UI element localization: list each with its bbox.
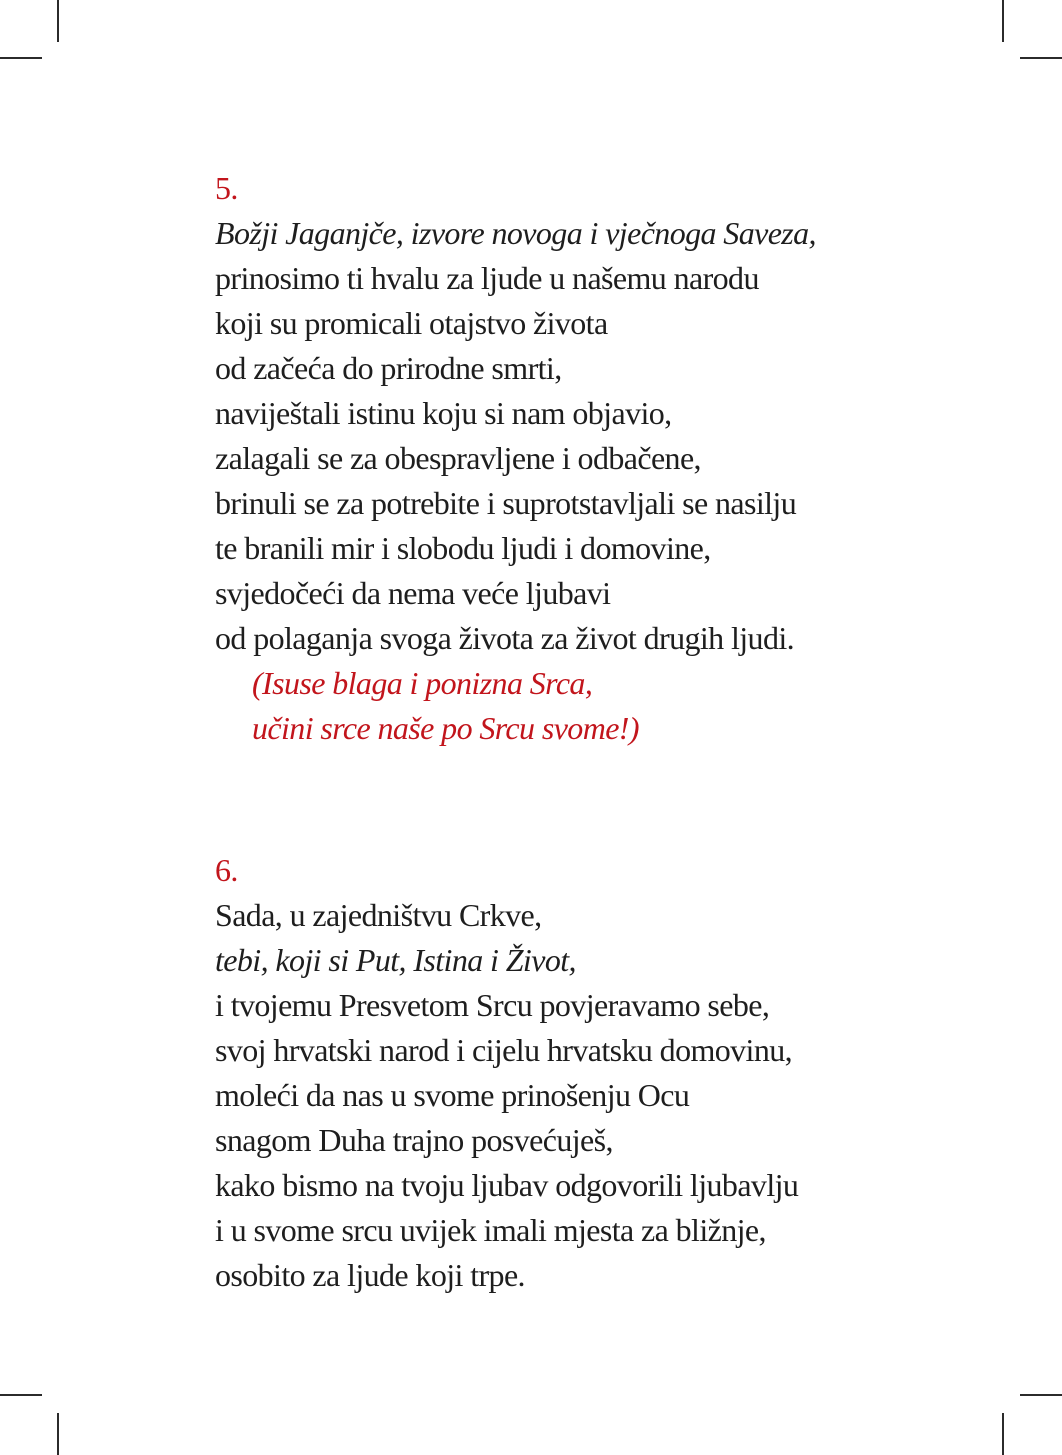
prayer-line: i tvojemu Presvetom Srcu povjeravamo sebe,	[215, 987, 770, 1023]
prayer-line: od polaganja svoga života za život drugih ljudi.	[215, 620, 795, 656]
crop-mark-bottom-right-vertical	[1002, 1413, 1004, 1455]
prayer-refrain-line: učini srce naše po Srcu svome!)	[252, 710, 639, 746]
prayer-text-block	[215, 166, 955, 1298]
prayer-line: osobito za ljude koji trpe.	[215, 1257, 525, 1293]
crop-mark-top-left-vertical	[57, 0, 59, 42]
prayer-line: i u svome srcu uvijek imali mjesta za bližnje,	[215, 1212, 766, 1248]
prayer-line: prinosimo ti hvalu za ljude u našemu narodu	[215, 260, 759, 296]
prayer-line: te branili mir i slobodu ljudi i domovine,	[215, 530, 711, 566]
crop-mark-top-right-horizontal	[1020, 57, 1062, 59]
prayer-section-6	[215, 848, 955, 1298]
section-number: 5.	[215, 170, 238, 206]
prayer-section-5	[215, 166, 955, 751]
prayer-line: zalagali se za obespravljene i odbačene,	[215, 440, 701, 476]
prayer-line: moleći da nas u svome prinošenju Ocu	[215, 1077, 690, 1113]
prayer-line: svoj hrvatski narod i cijelu hrvatsku domovinu,	[215, 1032, 793, 1068]
prayer-line: Sada, u zajedništvu Crkve,	[215, 897, 542, 933]
crop-mark-top-left-horizontal	[0, 57, 42, 59]
prayer-line: koji su promicali otajstvo života	[215, 305, 608, 341]
crop-mark-bottom-left-vertical	[57, 1413, 59, 1455]
section-number: 6.	[215, 852, 238, 888]
crop-mark-top-right-vertical	[1002, 0, 1004, 42]
prayer-line: brinuli se za potrebite i suprotstavljali se nasilju	[215, 485, 797, 521]
prayer-line: Božji Jaganjče, izvore novoga i vječnoga Saveza,	[215, 215, 816, 251]
crop-mark-bottom-left-horizontal	[0, 1394, 42, 1396]
prayer-line: svjedočeći da nema veće ljubavi	[215, 575, 611, 611]
crop-mark-bottom-right-horizontal	[1020, 1394, 1062, 1396]
prayer-refrain-line: (Isuse blaga i ponizna Srca,	[252, 665, 593, 701]
prayer-line: kako bismo na tvoju ljubav odgovorili ljubavlju	[215, 1167, 799, 1203]
prayer-line: naviještali istinu koju si nam objavio,	[215, 395, 672, 431]
prayer-line: snagom Duha trajno posvećuješ,	[215, 1122, 613, 1158]
prayer-line: od začeća do prirodne smrti,	[215, 350, 562, 386]
prayer-line: tebi, koji si Put, Istina i Život,	[215, 942, 576, 978]
